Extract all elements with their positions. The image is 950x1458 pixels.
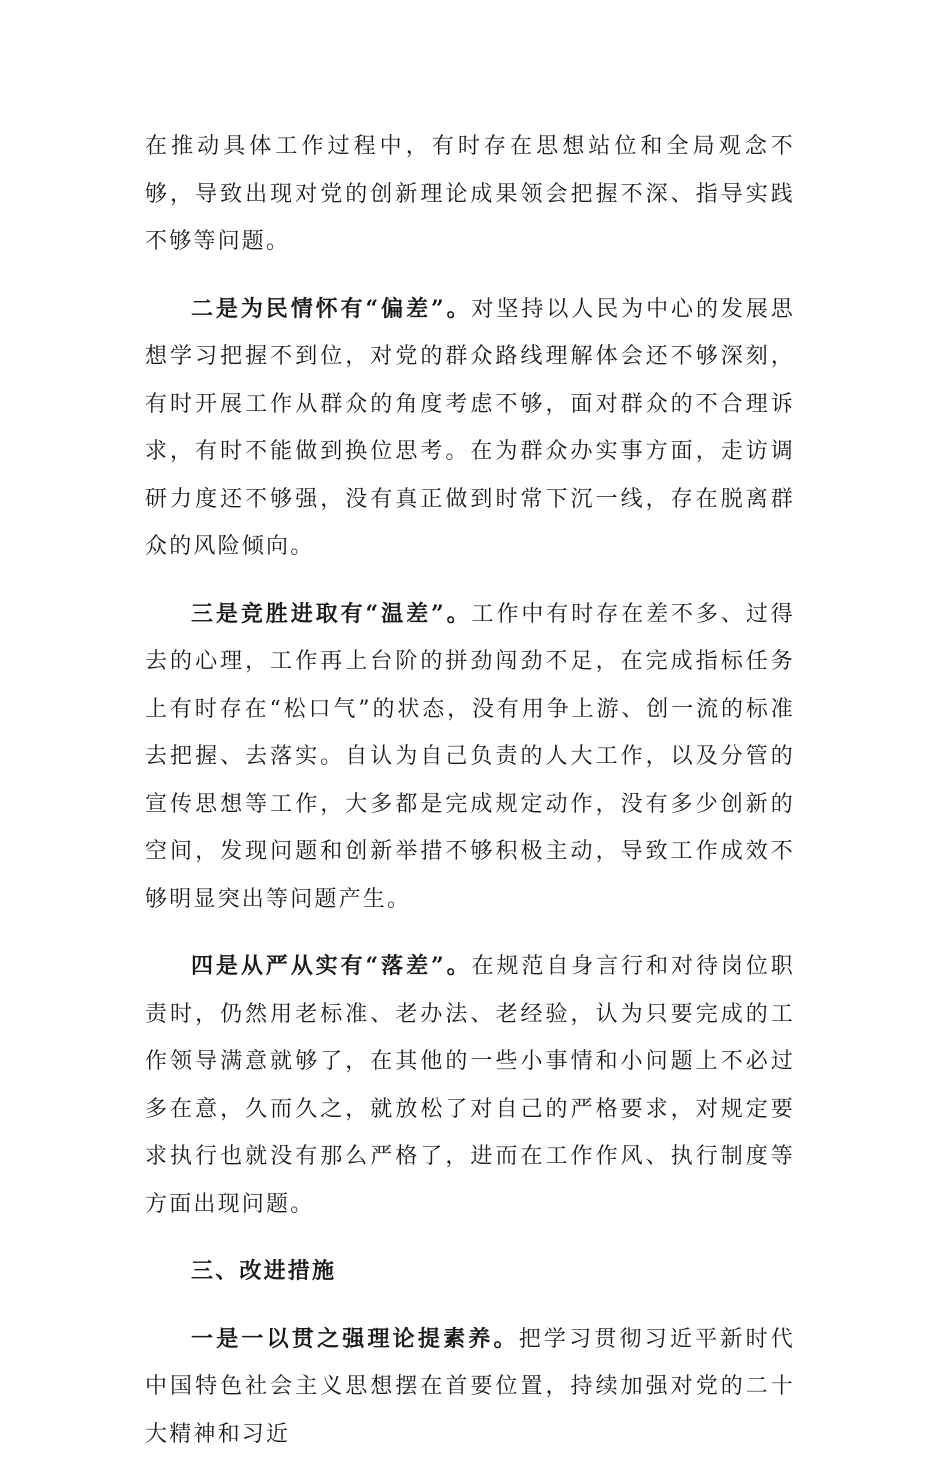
paragraph-three [145,591,795,924]
paragraph-continued [145,123,795,266]
paragraph-two [145,286,795,571]
paragraph-lead: 二是为民情怀有“偏差”。 [191,296,472,322]
measure-one [145,1316,795,1458]
paragraph-body: 在推动具体工作过程中，有时存在思想站位和全局观念不够，导致出现对党的创新理论成果领会把握不深、指导实践不够等问题。 [145,134,795,254]
paragraph-lead: 四是从严从实有“落差”。 [191,953,472,979]
paragraph-body: 在规范自身言行和对待岗位职责时，仍然用老标准、老办法、老经验，认为只要完成的工作领导满意就够了，在其他的一些小事情和小问题上不必过多在意，久而久之，就放松了对自己的严格要求，对规定要求执行也就没有那么严格了，进而在工作作风、执行制度等方面出现问题。 [145,954,795,1217]
section-heading: 三、改进措施 [145,1248,795,1296]
paragraph-lead: 三是竞胜进取有“温差”。 [191,601,472,627]
paragraph-four [145,943,795,1228]
paragraph-body: 把学习贯彻习近平新时代中国特色社会主义思想摆在首要位置，持续加强对党的二十大精神和习近 [145,1327,795,1447]
paragraph-body: 对坚持以人民为中心的发展思想学习把握不到位，对党的群众路线理解体会还不够深刻，有时开展工作从群众的角度考虑不够，面对群众的不合理诉求，有时不能做到换位思考。在为群众办实事方面，走访调研力度还不够强，没有真正做到时常下沉一线，存在脱离群众的风险倾向。 [145,297,795,560]
document-page [145,123,795,1458]
paragraph-lead: 一是一以贯之强理论提素养。 [191,1326,519,1352]
paragraph-body: 工作中有时存在差不多、过得去的心理，工作再上台阶的拼劲闯劲不足，在完成指标任务上有时存在“松口气”的状态，没有用争上游、创一流的标准去把握、去落实。自认为自己负责的人大工作，以及分管的宣传思想等工作，大多都是完成规定动作，没有多少创新的空间，发现问题和创新举措不够积极主动，导致工作成效不够明显突出等问题产生。 [145,602,795,912]
